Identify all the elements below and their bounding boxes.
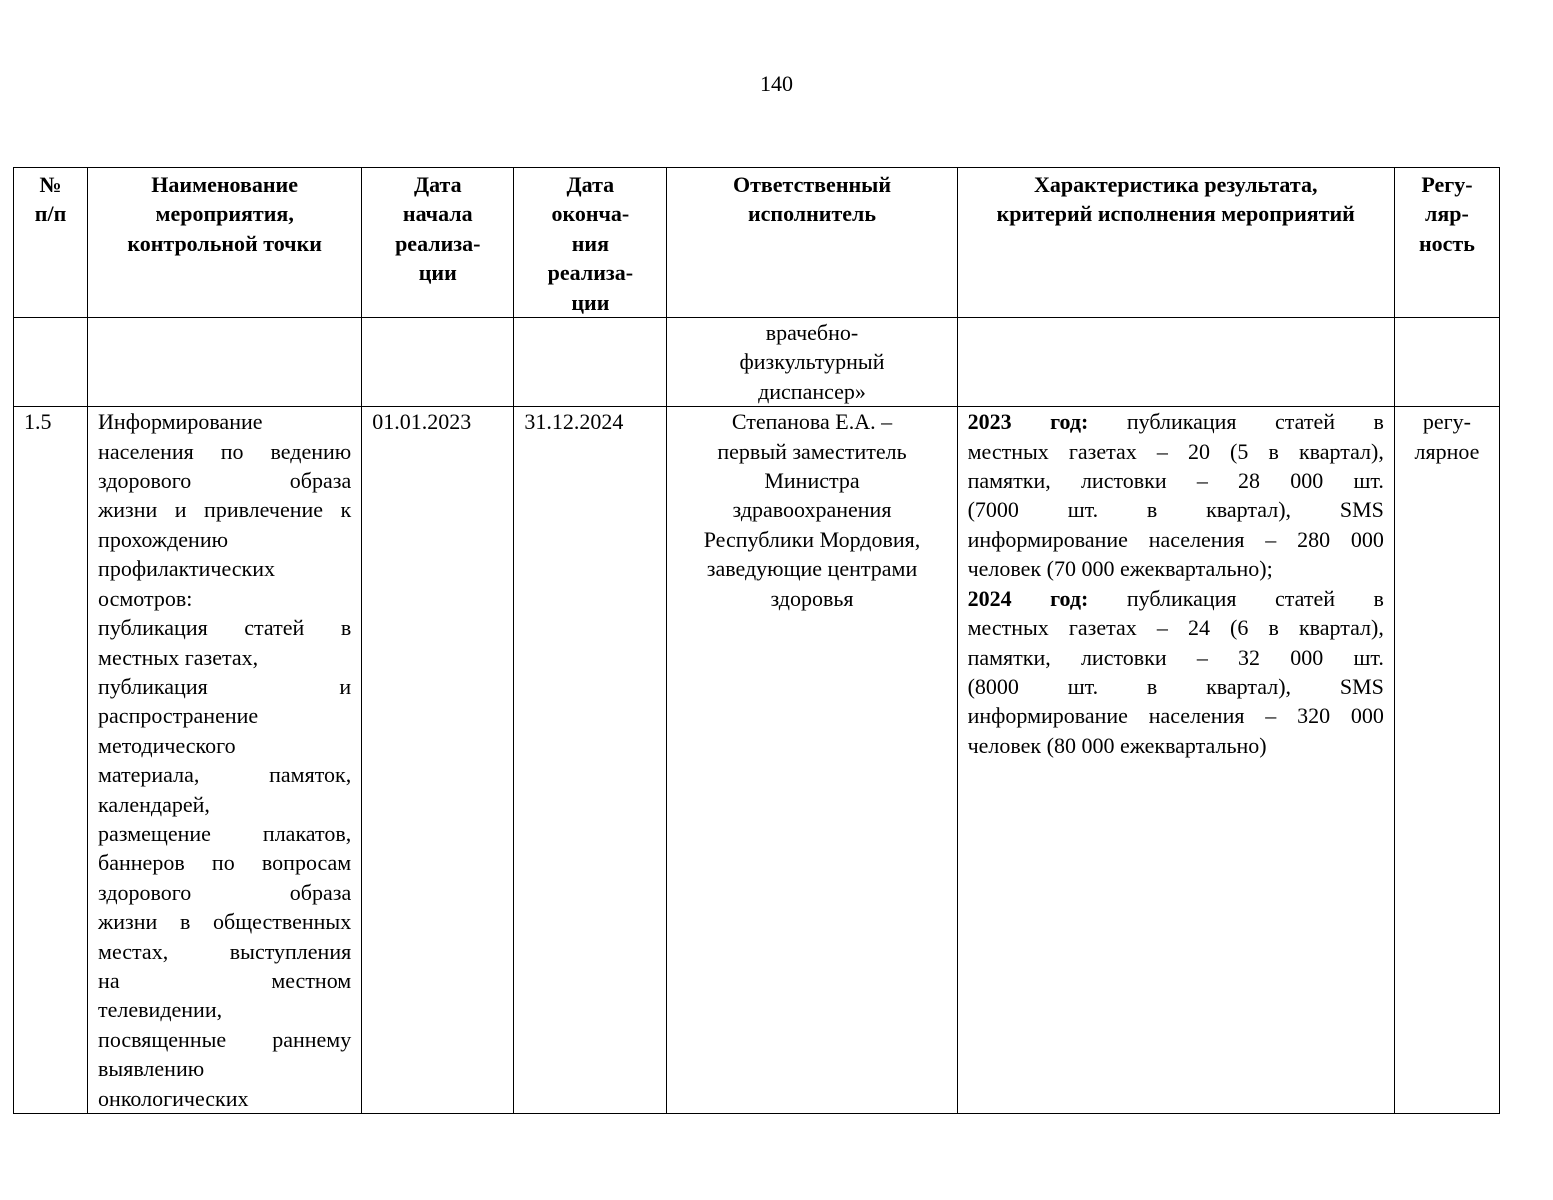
page-number: 140 bbox=[760, 71, 793, 96]
table-row-continued bbox=[14, 318, 1500, 407]
cell-empty bbox=[1394, 318, 1499, 407]
result-2023-label: 2023 год: bbox=[967, 409, 1089, 435]
cell-empty bbox=[88, 318, 362, 407]
cell-empty bbox=[514, 318, 667, 407]
table-row bbox=[14, 407, 1500, 1114]
activities-table bbox=[13, 167, 1500, 1114]
cell-num: 1.5 bbox=[14, 407, 88, 1114]
cell-start-date: 01.01.2023 bbox=[362, 407, 514, 1114]
header-responsible: Ответственный исполнитель bbox=[667, 168, 957, 318]
header-start-date: Дата начала реализа- ции bbox=[362, 168, 514, 318]
cell-end-date: 31.12.2024 bbox=[514, 407, 667, 1114]
header-num: № п/п bbox=[14, 168, 88, 318]
header-name: Наименование мероприятия, контрольной точки bbox=[88, 168, 362, 318]
cell-regularity: регу- лярное bbox=[1394, 407, 1499, 1114]
cell-empty bbox=[362, 318, 514, 407]
result-2023-first-line: 2023 год: публикация статей в bbox=[967, 409, 1384, 435]
cell-responsible-continued: врачебно- физкультурный диспансер» bbox=[667, 318, 957, 407]
cell-activity-name: Информирование населения по ведению здорового образа жизни и привлечение к прохождению профилактических осмотров: публикация статей в местных газетах, публикация и распространение методического материала, памяток, календарей, размещение плакатов, баннеров по вопросам здорового образа жизни в общественных местах, выступления на местном телевидении, посвященные раннему выявлению онкологических bbox=[88, 407, 362, 1114]
cell-result: 2023 год: публикация статей в местных газетах – 20 (5 в квартал), памятки, листовки – 28 000 шт. (7000 шт. в квартал), SMS информирование населения – 280 000 человек (70 000 ежеквартально); 2024 год: публикация статей в местных газетах – 24 (6 в квартал), памятки, листовки – 32 000 шт. (8000 шт. в квартал), SMS информирование населения – 320 000 человек (80 000 ежеквартально) bbox=[957, 407, 1394, 1114]
result-2024-label: 2024 год: bbox=[967, 585, 1089, 611]
table-header-row bbox=[14, 168, 1500, 318]
header-end-date: Дата оконча- ния реализа- ции bbox=[514, 168, 667, 318]
cell-empty bbox=[957, 318, 1394, 407]
result-2024-first-line: 2024 год: публикация статей в bbox=[967, 585, 1384, 611]
cell-empty bbox=[14, 318, 88, 407]
cell-responsible: Степанова Е.А. – первый заместитель Министра здравоохранения Республики Мордовия, заведующие центрами здоровья bbox=[667, 407, 957, 1114]
header-result: Характеристика результата, критерий исполнения мероприятий bbox=[957, 168, 1394, 318]
header-regularity: Регу- ляр- ность bbox=[1394, 168, 1499, 318]
